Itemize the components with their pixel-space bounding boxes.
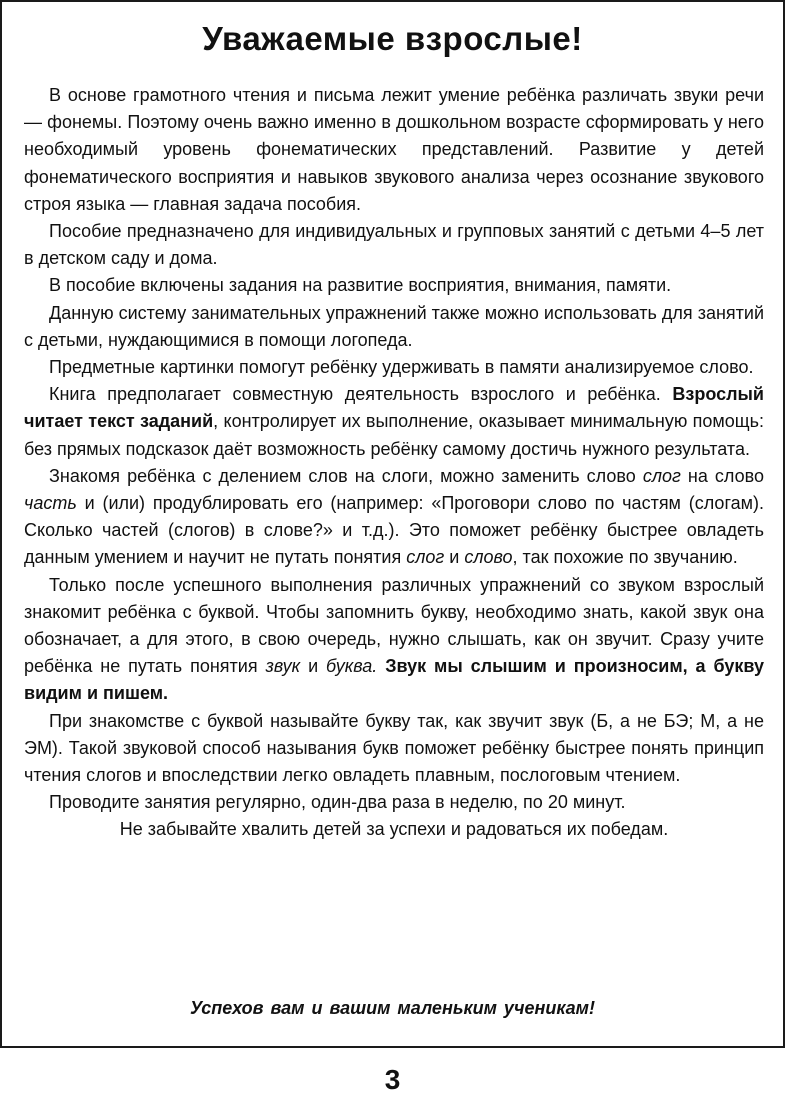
paragraph-8-bold: Звук мы слышим и произносим, а букву видим и пишем. <box>24 656 764 704</box>
paragraph-1: В основе грамотного чтения и письма лежит умение ребёнка различать звуки речи — фонемы. Поэтому очень важно именно в дошкольном возрасте сформировать у него необходимый уровень фонематических представлений. Развитие у детей фонематического восприятия и навыков звукового анализа через осознание звукового строя языка — главная задача пособия. <box>24 85 764 214</box>
paragraph-6-end: , контролирует их выполнение, оказывает минимальную помощь: без прямых подсказок даёт возможность ребёнку самому достичь нужного результата. <box>24 411 764 459</box>
page-number: 3 <box>384 1064 401 1095</box>
paragraph-2: Пособие предназначено для индивидуальных и групповых занятий с детьми 4–5 лет в детском саду и дома. <box>24 221 764 269</box>
paragraph-7-text-5: , так похожие по звучанию. <box>512 547 738 568</box>
paragraph-9: При знакомстве с буквой называйте букву так, как звучит звук (Б, а не БЭ; М, а не ЭМ). Такой звуковой способ называния букв поможет ребёнку быстрее понять принцип чтения слогов и впоследствии легко овладеть плавным, послоговым чтением. <box>24 710 764 786</box>
paragraph-7-text-2: на слово <box>680 465 764 486</box>
paragraph-7 <box>24 463 764 572</box>
paragraph-8 <box>24 572 764 708</box>
paragraph-7-italic-4: слово <box>464 547 513 568</box>
paragraph-5: Предметные картинки помогут ребёнку удерживать в памяти анализируемое слово. <box>49 357 754 378</box>
paragraph-7-italic-1: слог <box>642 465 681 486</box>
paragraph-7-italic-2: часть <box>24 493 77 514</box>
paragraph-6-bold: Взрослый читает текст заданий <box>24 384 764 432</box>
page-title: Уважаемые взрослые! <box>202 20 583 57</box>
paragraph-8-text-1: Только после успешного выполнения различных упражнений со звуком взрослый знакомит ребёнка с буквой. Чтобы запомнить букву, необходимо знать, какой звук она обозначает, а для этого, в свою очередь, нужно слышать, как он звучит. Сразу учите ребёнка не путать понятия <box>24 574 764 677</box>
paragraph-10: Проводите занятия регулярно, один-два раза в неделю, по 20 минут. <box>49 792 626 813</box>
paragraph-6 <box>24 381 764 463</box>
paragraph-7-italic-3: слог <box>406 547 445 568</box>
paragraph-7-text-1: Знакомя ребёнка с делением слов на слоги, можно заменить слово <box>49 465 643 486</box>
paragraph-8-italic-1: звук <box>265 656 301 677</box>
paragraph-8-italic-2: буква. <box>326 656 378 677</box>
paragraph-7-text-4: и <box>444 547 465 568</box>
paragraph-7-text-3: и (или) продублировать его (например: «Проговори слово по частям (слогам). Сколько частей (слогов) в слове?» и т.д.). Это поможет ребёнку быстрее овладеть данным умением и научит не путать понятия <box>24 493 764 568</box>
paragraph-8-text-2: и <box>300 656 327 677</box>
paragraph-3: В пособие включены задания на развитие восприятия, внимания, памяти. <box>49 275 672 296</box>
paragraph-6-start: Книга предполагает совместную деятельность взрослого и ребёнка. <box>49 384 673 405</box>
paragraph-4: Данную систему занимательных упражнений также можно использовать для занятий с детьми, нуждающимися в помощи логопеда. <box>24 302 764 350</box>
paragraph-11: Не забывайте хвалить детей за успехи и радоваться их победам. <box>119 819 669 840</box>
closing-wish: Успехов вам и вашим маленьким ученикам! <box>190 998 595 1018</box>
body-text <box>24 82 764 844</box>
